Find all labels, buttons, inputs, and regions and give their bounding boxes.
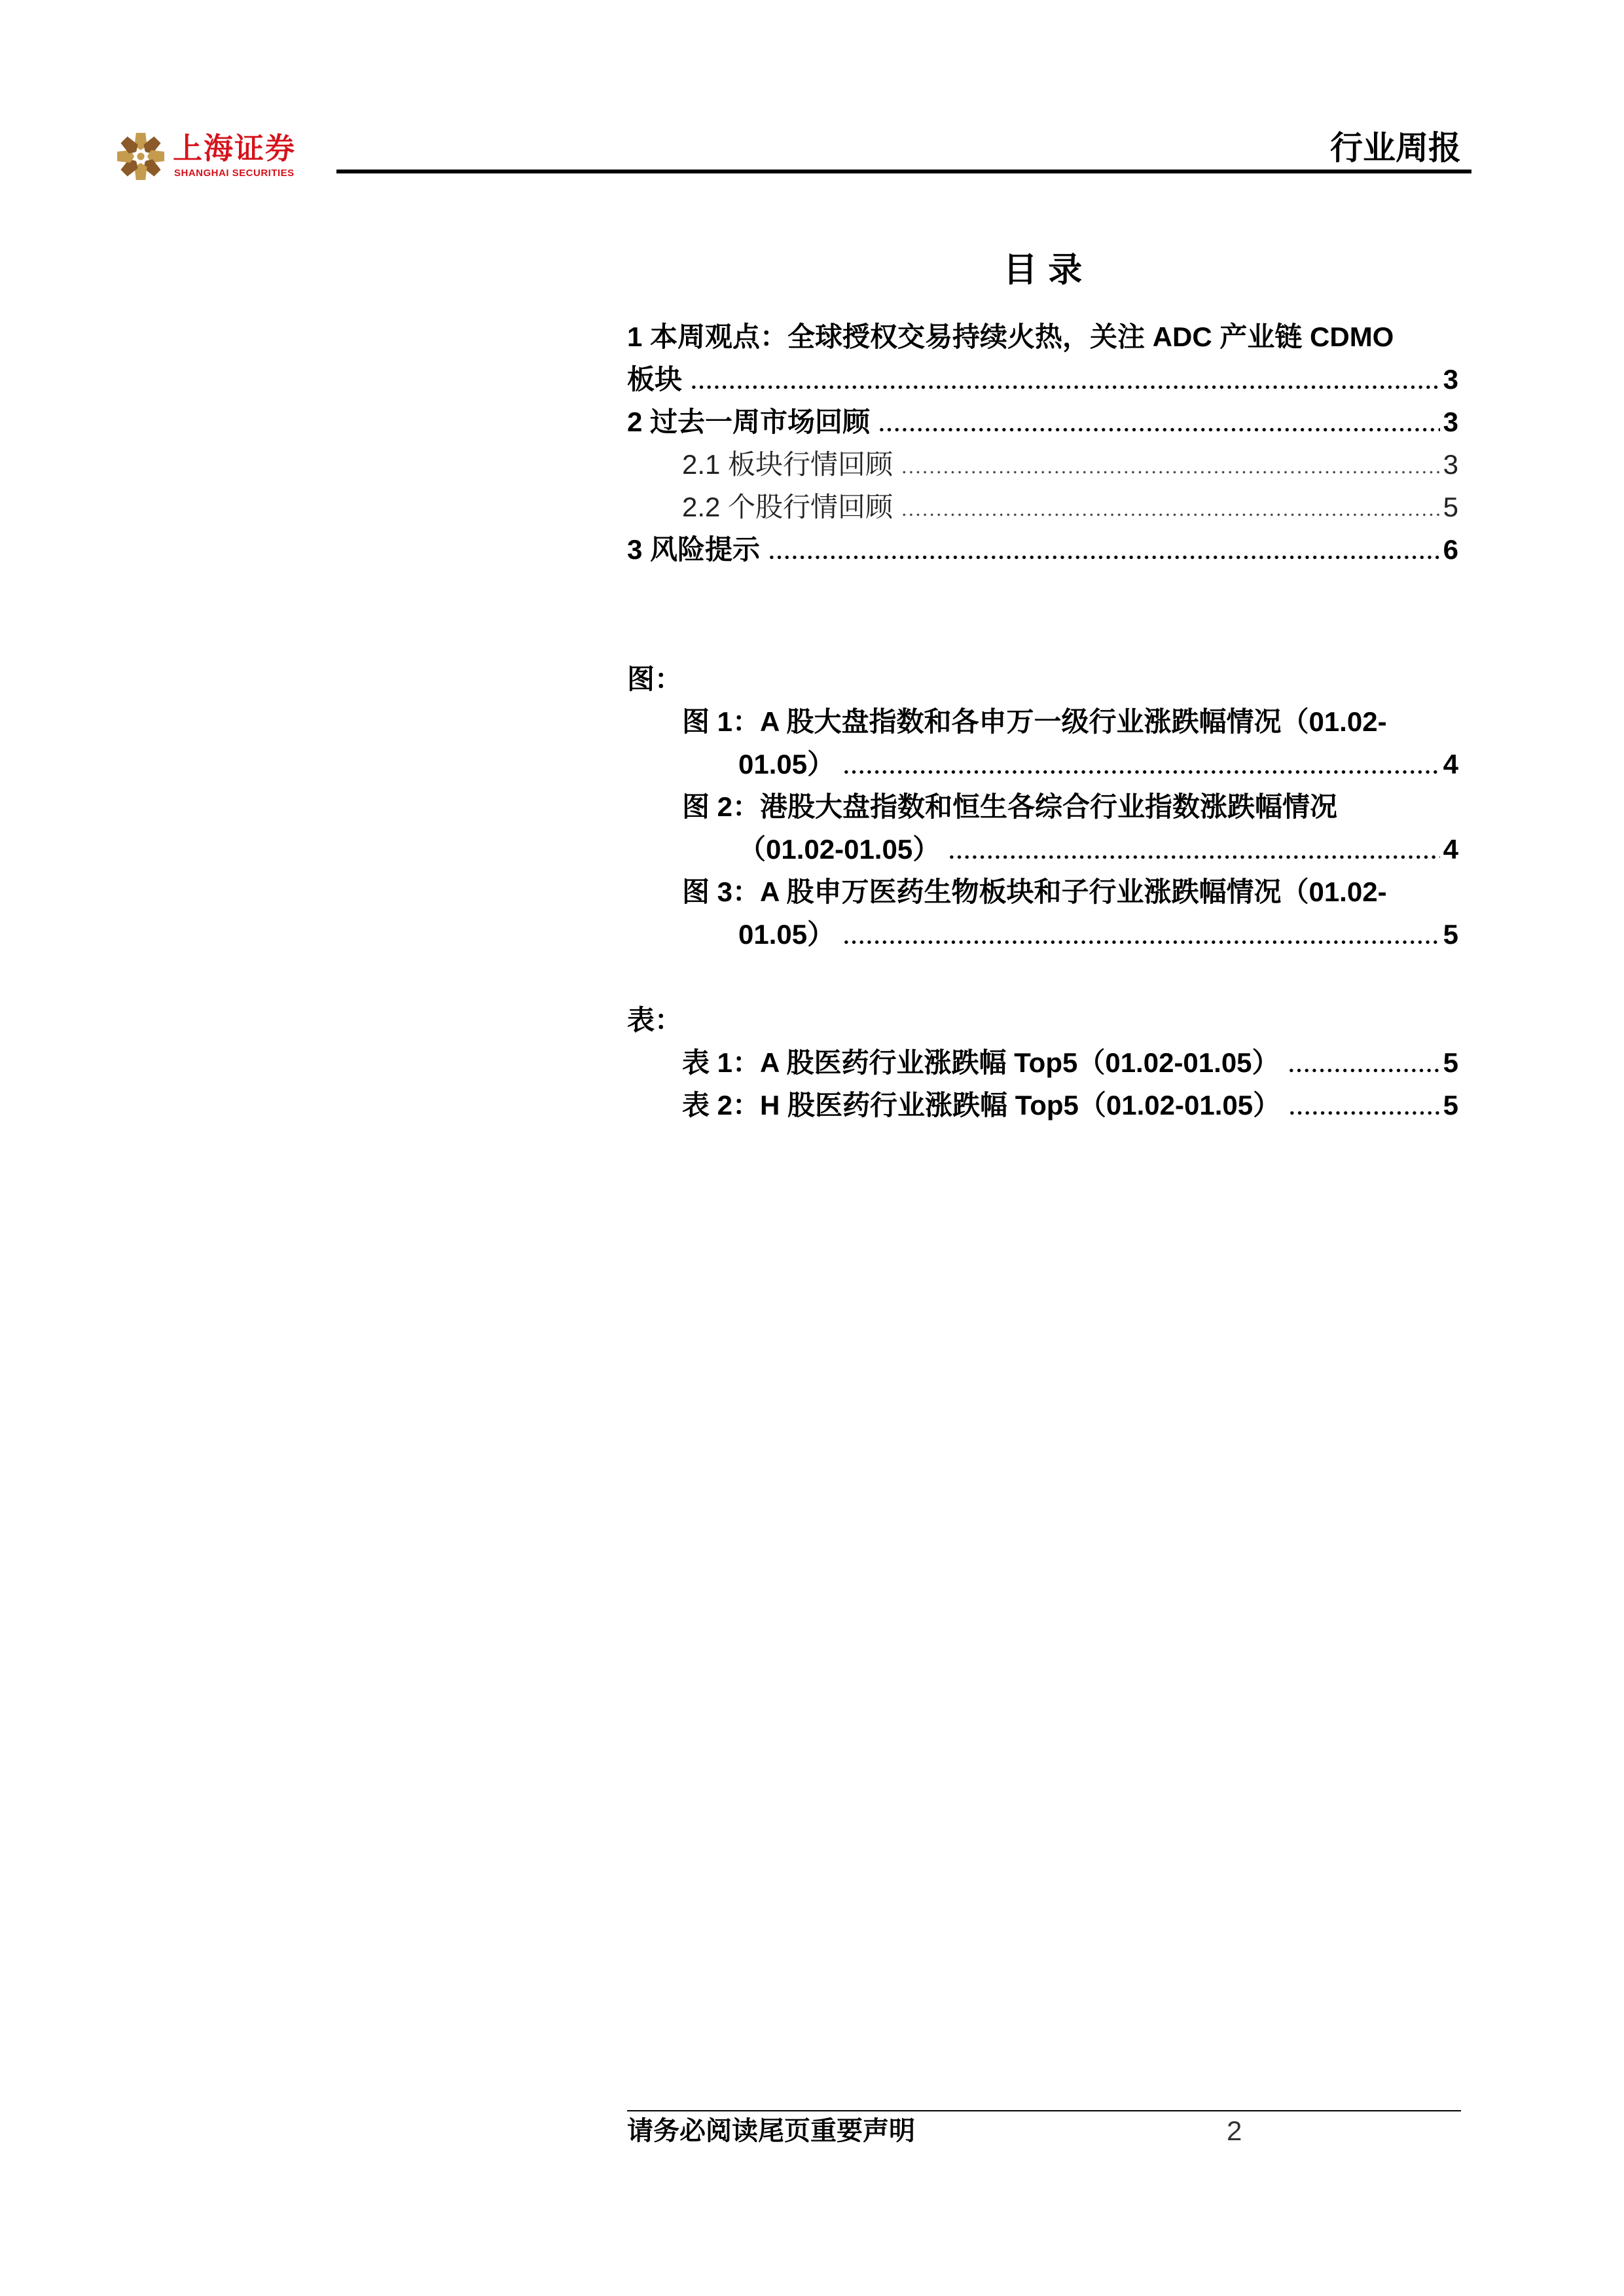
table-list-heading-text: 表： <box>627 1005 683 1035</box>
figure-page-number: 5 <box>1443 919 1458 950</box>
dot-leader <box>948 828 1439 870</box>
table-entry[interactable] <box>627 1041 1458 1084</box>
figure-entry-line <box>627 870 1458 913</box>
logo-name-en: SHANGHAI SECURITIES <box>174 168 295 179</box>
dot-leader <box>842 743 1440 785</box>
figure-list <box>627 658 1458 956</box>
dot-leader <box>690 358 1440 401</box>
toc-page-number: 5 <box>1443 492 1458 522</box>
figure-entry-line <box>627 700 1458 743</box>
toc-page-number: 3 <box>1443 449 1458 480</box>
toc-entry-text: 板块 <box>627 364 683 395</box>
toc-entry-text: 1 本周观点：全球授权交易持续火热，关注 ADC 产业链 CDMO <box>627 321 1394 352</box>
dot-leader <box>1288 1041 1440 1084</box>
toc-entry[interactable] <box>627 401 1458 443</box>
dot-leader <box>878 401 1440 443</box>
toc-page-number: 6 <box>1443 534 1458 565</box>
dot-leader <box>1288 1084 1440 1126</box>
figure-entry-line <box>627 913 1458 956</box>
figure-entry-text: 01.05） <box>738 749 835 780</box>
footer-divider <box>627 2110 1461 2111</box>
toc-entry-text: 2 过去一周市场回顾 <box>627 406 871 437</box>
figure-page-number: 4 <box>1443 834 1458 865</box>
toc-list <box>627 315 1458 571</box>
logo-name-cn: 上海证券 <box>173 132 297 165</box>
dot-leader <box>901 443 1440 486</box>
dot-leader <box>842 913 1440 956</box>
figure-entry-line <box>627 785 1458 828</box>
figure-entry-text: 01.05） <box>738 919 835 950</box>
toc-page-number: 3 <box>1443 364 1458 395</box>
report-type-label: 行业周报 <box>1330 130 1461 166</box>
toc-title: 目录 <box>1003 251 1093 289</box>
figure-entry[interactable] <box>627 870 1458 956</box>
figure-list-heading <box>627 658 1458 700</box>
toc-entry[interactable] <box>627 528 1458 571</box>
figure-page-number: 4 <box>1443 749 1458 780</box>
toc-entry-text: 2.1 板块行情回顾 <box>682 449 893 480</box>
table-entry-text: 表 1：A 股医药行业涨跌幅 Top5（01.02-01.05） <box>682 1047 1280 1078</box>
footer-disclaimer: 请务必阅读尾页重要声明 <box>627 2117 915 2145</box>
figure-entry-text: 图 2：港股大盘指数和恒生各综合行业指数涨跌幅情况 <box>682 791 1338 822</box>
toc-entry-line <box>627 358 1458 401</box>
toc-entry[interactable] <box>627 315 1458 401</box>
table-entry-text: 表 2：H 股医药行业涨跌幅 Top5（01.02-01.05） <box>682 1090 1281 1121</box>
toc-entry-line <box>627 315 1458 358</box>
dot-leader <box>768 528 1440 571</box>
table-list <box>627 999 1458 1126</box>
toc-entry-text: 3 风险提示 <box>627 534 761 565</box>
figure-list-heading-text: 图： <box>627 664 683 694</box>
logo-emblem-icon <box>115 130 167 183</box>
page-number: 2 <box>1227 2115 1242 2146</box>
toc-entry-text: 2.2 个股行情回顾 <box>682 492 893 522</box>
table-entry[interactable] <box>627 1084 1458 1126</box>
toc-subentry[interactable] <box>627 486 1458 528</box>
figure-entry-text: 图 3：A 股申万医药生物板块和子行业涨跌幅情况（01.02- <box>682 876 1387 907</box>
table-list-heading <box>627 999 1458 1041</box>
toc-subentry[interactable] <box>627 443 1458 486</box>
dot-leader <box>901 486 1440 528</box>
table-page-number: 5 <box>1443 1047 1458 1078</box>
figure-entry-text: 图 1：A 股大盘指数和各申万一级行业涨跌幅情况（01.02- <box>682 706 1387 737</box>
header-divider <box>336 170 1471 173</box>
figure-entry-line <box>627 743 1458 785</box>
figure-entry-line <box>627 828 1458 870</box>
figure-entry[interactable] <box>627 785 1458 870</box>
table-page-number: 5 <box>1443 1090 1458 1121</box>
figure-entry[interactable] <box>627 700 1458 785</box>
toc-page-number: 3 <box>1443 406 1458 437</box>
figure-entry-text: （01.02-01.05） <box>738 834 941 865</box>
